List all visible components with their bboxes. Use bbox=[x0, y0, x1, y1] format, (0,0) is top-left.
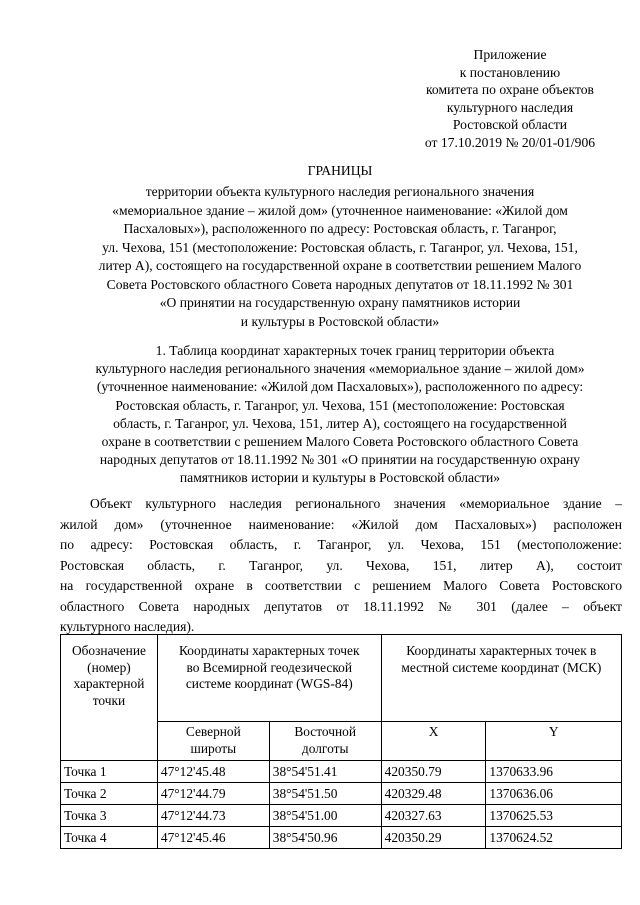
heading-line: Совета Ростовского областного Совета народных депутатов от 18.11.1992 № 301 bbox=[106, 276, 574, 292]
heading-line: территории объекта культурного наследия регионального значения bbox=[145, 184, 535, 199]
section-line: памятников истории и культуры в Ростовской области» bbox=[179, 470, 501, 486]
appendix-line: к постановлению bbox=[459, 64, 561, 80]
body-paragraph bbox=[60, 494, 622, 638]
paragraph-line: на государственной охране в соответствии с решением Малого Совета Ростовского bbox=[60, 578, 622, 593]
cell-y: 1370625.53 bbox=[486, 805, 622, 827]
cell-lat: 47°12'44.79 bbox=[157, 783, 269, 805]
cell-point: Точка 2 bbox=[61, 783, 158, 805]
header-msk: Координаты характерных точек в местной системе координат (МСК) bbox=[381, 635, 621, 722]
section-line: Ростовская область, г. Таганрог, ул. Чехова, 151 (местоположение: Ростовская bbox=[115, 397, 565, 413]
header-y: Y bbox=[486, 722, 622, 761]
header-lat: Северной широты bbox=[157, 722, 269, 761]
paragraph-line: Ростовская область, г. Таганрог, ул. Чехова, 151, литер А), состоит bbox=[60, 557, 622, 573]
cell-y: 1370636.06 bbox=[486, 783, 622, 805]
heading-line: ул. Чехова, 151 (местоположение: Ростовская область, г. Таганрог, ул. Чехова, 151, bbox=[102, 239, 578, 255]
paragraph-line: Объект культурного наследия регионального значения «мемориальное здание – bbox=[90, 496, 622, 511]
cell-x: 420327.63 bbox=[381, 805, 486, 827]
appendix-block bbox=[395, 46, 625, 152]
table-row bbox=[61, 761, 622, 783]
cell-y: 1370624.52 bbox=[486, 827, 622, 849]
document-title: ГРАНИЦЫ bbox=[307, 163, 373, 178]
cell-point: Точка 3 bbox=[61, 805, 158, 827]
paragraph-line: культурного наследия). bbox=[60, 619, 195, 634]
table-row bbox=[61, 805, 622, 827]
appendix-line: Ростовской области bbox=[452, 117, 568, 133]
header-x: X bbox=[381, 722, 486, 761]
table-header-row bbox=[61, 635, 622, 722]
section-line: 1. Таблица координат характерных точек границ территории объекта bbox=[155, 343, 555, 358]
cell-x: 420350.29 bbox=[381, 827, 486, 849]
paragraph-line: по адресу: Ростовская область, г. Таганрог, ул. Чехова, 151 (местоположение: bbox=[60, 537, 622, 552]
cell-lon: 38°54'51.50 bbox=[269, 783, 381, 805]
document-heading bbox=[60, 183, 620, 331]
cell-lat: 47°12'45.46 bbox=[157, 827, 269, 849]
section-line: культурного наследия регионального значения «мемориальное здание – жилой дом» bbox=[95, 361, 585, 377]
cell-lat: 47°12'45.48 bbox=[157, 761, 269, 783]
section-line: (уточненное наименование: «Жилой дом Пасхаловых»), расположенного по адресу: bbox=[96, 379, 584, 395]
heading-line: Пасхаловых»), расположенного по адресу: Ростовская область, г. Таганрог, bbox=[123, 221, 557, 236]
cell-x: 420350.79 bbox=[381, 761, 486, 783]
cell-lon: 38°54'51.41 bbox=[269, 761, 381, 783]
cell-x: 420329.48 bbox=[381, 783, 486, 805]
section-line: область, г. Таганрог, ул. Чехова, 151, литер А), состоящего на государственной bbox=[113, 415, 567, 431]
heading-line: «О принятии на государственную охрану памятников истории bbox=[159, 295, 521, 310]
paragraph-line: жилой дом» (уточненное наименование: «Жилой дом Пасхаловых») расположен bbox=[60, 516, 622, 532]
cell-lat: 47°12'44.73 bbox=[157, 805, 269, 827]
paragraph-line: областного Совета народных депутатов от 18.11.1992 № 301 (далее – объект bbox=[60, 598, 622, 614]
section-line: охране в соответствии с решением Малого Совета Ростовского областного Совета bbox=[101, 434, 579, 450]
section-heading bbox=[60, 342, 620, 488]
coordinates-table bbox=[60, 634, 622, 849]
heading-line: и культуры в Ростовской области» bbox=[240, 313, 440, 329]
heading-line: литер А), состоящего на государственной охране в соответствии решением Малого bbox=[98, 258, 582, 273]
section-line: народных депутатов от 18.11.1992 № 301 «О принятии на государственную охрану bbox=[99, 452, 581, 468]
header-point: Обозначение (номер) характерной точки bbox=[61, 635, 158, 761]
appendix-line: культурного наследия bbox=[446, 99, 574, 115]
appendix-line: Приложение bbox=[473, 47, 547, 62]
header-wgs: Координаты характерных точек во Всемирной геодезической системе координат (WGS-84) bbox=[157, 635, 381, 722]
appendix-line: комитета по охране объектов bbox=[426, 82, 594, 98]
cell-lon: 38°54'51.00 bbox=[269, 805, 381, 827]
appendix-line: от 17.10.2019 № 20/01-01/906 bbox=[424, 134, 596, 150]
header-lon: Восточной долготы bbox=[269, 722, 381, 761]
heading-line: «мемориальное здание – жилой дом» (уточненное наименование: «Жилой дом bbox=[112, 202, 568, 218]
cell-point: Точка 1 bbox=[61, 761, 158, 783]
table-row bbox=[61, 783, 622, 805]
cell-lon: 38°54'50.96 bbox=[269, 827, 381, 849]
cell-y: 1370633.96 bbox=[486, 761, 622, 783]
cell-point: Точка 4 bbox=[61, 827, 158, 849]
table-row bbox=[61, 827, 622, 849]
